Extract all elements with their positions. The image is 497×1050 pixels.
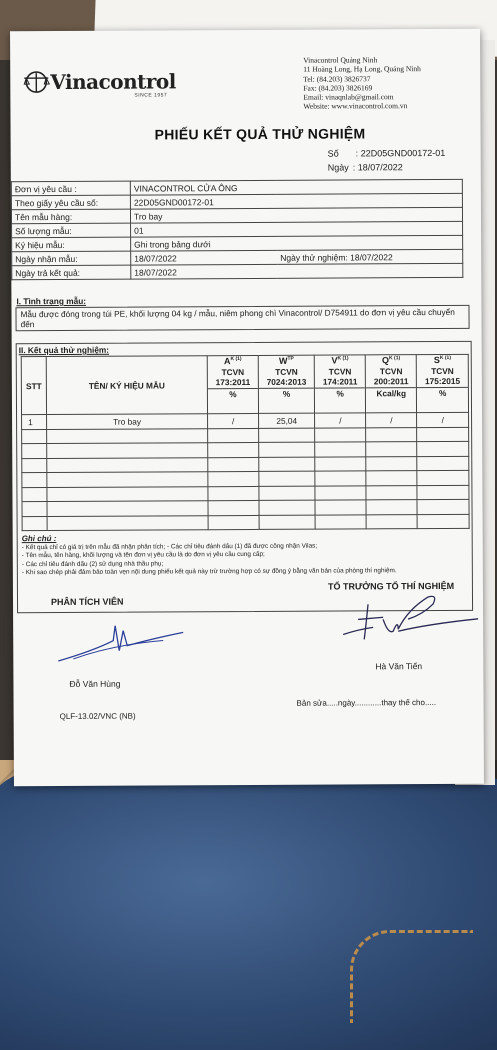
cell-value: [417, 441, 469, 456]
cell-name: [47, 501, 208, 516]
note-line: - Tên mẫu, tên hàng, khối lượng và tên đơn vị yêu cầu là do đơn vị yêu cầu cung cấp;: [22, 550, 468, 561]
test-date: Ngày thử nghiệm: 18/07/2022: [277, 249, 463, 264]
cell-value: /: [315, 413, 366, 428]
request-no-label: Theo giấy yêu cầu số:: [11, 195, 130, 210]
sample-mark-value: Ghi trong bảng dưới: [131, 235, 463, 251]
cell-value: [417, 427, 469, 442]
cell-stt: [22, 429, 47, 444]
cell-value: /: [208, 413, 259, 428]
cell-value: [315, 427, 366, 442]
cell-value: [259, 486, 315, 501]
company-address: 11 Hoàng Long, Hạ Long, Quảng Ninh: [303, 64, 421, 74]
analyst-signature: [53, 620, 193, 666]
sample-qty-label: Số lượng mẫu:: [12, 223, 131, 238]
request-no-value: 22D05GND00172-01: [130, 193, 462, 209]
doc-date-label: Ngày: [328, 162, 349, 172]
cell-value: [417, 514, 469, 529]
cell-value: [315, 442, 366, 457]
section1-label: I. Tình trạng mẫu:: [16, 296, 86, 306]
cell-value: [208, 442, 259, 457]
company-fax: Fax: (84.203) 3826169: [303, 83, 421, 93]
company-info: [303, 55, 421, 111]
col-name: TÊN/ KÝ HIỆU MẪU: [46, 356, 207, 415]
note-line: - Khi sao chép phải đảm bảo toàn vẹn nội dung phiếu kết quả này trừ trường hợp có sự đồng ý bằng văn bản của phòng thí nghiệm.: [22, 567, 468, 578]
cell-value: [259, 442, 315, 457]
cell-value: /: [366, 413, 417, 428]
cell-stt: [22, 502, 47, 517]
cell-name: [47, 457, 208, 472]
cell-name: [47, 428, 208, 443]
section2-label: II. Kết quả thử nghiệm:: [17, 342, 471, 356]
logo-since: SINCE 1957: [134, 92, 167, 98]
cell-stt: 1: [22, 415, 47, 430]
cell-value: [208, 500, 259, 515]
cell-value: [366, 500, 417, 515]
test-report-paper: [10, 29, 484, 786]
head-label: TỔ TRƯỞNG TỔ THÍ NGHIỆM: [328, 581, 454, 592]
vinacontrol-logo: [22, 68, 176, 95]
scale-logo-icon: [22, 69, 50, 95]
cell-value: [366, 471, 417, 486]
cell-value: /: [417, 412, 469, 427]
analyst-name: Đỗ Văn Hùng: [69, 679, 120, 689]
cell-value: [208, 486, 259, 501]
cell-stt: [22, 444, 47, 459]
cell-value: [259, 471, 315, 486]
cell-value: [366, 427, 417, 442]
cell-value: [366, 442, 417, 457]
note-line: - Các chỉ tiêu đánh dấu (2) sử dụng nhà thầu phụ;: [22, 558, 468, 569]
sample-name-value: Tro bay: [130, 207, 462, 223]
head-name: Hà Văn Tiến: [375, 661, 422, 671]
table-row: [22, 514, 469, 531]
result-date-value: 18/07/2022: [131, 264, 278, 279]
sample-qty-value: 01: [131, 221, 463, 237]
results-table: [21, 354, 470, 531]
col-param-2: $V^{K (1)}$ TCVN 174:2011 %: [314, 355, 365, 413]
analyst-label: PHÂN TÍCH VIÊN: [51, 597, 124, 607]
cell-value: [315, 485, 366, 500]
doc-number-value: : 22D05GND00172-01: [356, 148, 446, 158]
cell-value: [259, 457, 315, 472]
cell-value: [315, 471, 366, 486]
cell-stt: [22, 487, 47, 502]
col-stt: STT: [21, 357, 46, 415]
note-line: - Kết quả chỉ có giá trị trên mẫu đã nhận phân tích; - Các chỉ tiêu đánh dấu (1) đã được công nhận Vilas;: [22, 541, 468, 552]
requester-label: Đơn vị yêu cầu :: [11, 181, 130, 196]
logo-text: Vinacontrol: [50, 69, 176, 94]
cell-value: [366, 456, 417, 471]
received-value: 18/07/2022: [131, 250, 278, 265]
revision-note: Bản sửa.....ngày............thay thế cho.....: [297, 698, 437, 708]
cell-name: [47, 486, 208, 501]
cell-stt: [22, 473, 47, 488]
doc-number-label: Số: [328, 149, 339, 159]
cell-value: [259, 515, 315, 530]
cell-value: [366, 514, 417, 529]
col-param-3: $Q^{K (1)}$ TCVN 200:2011 Kcal/kg: [366, 355, 417, 413]
doc-date-value: : 18/07/2022: [353, 162, 403, 172]
cell-value: [315, 514, 366, 529]
sample-mark-label: Ký hiệu mẫu:: [12, 237, 131, 252]
sample-name-label: Tên mẫu hàng:: [11, 209, 130, 224]
notes-label: Ghi chú :: [22, 533, 468, 544]
document-title: PHIẾU KẾT QUẢ THỬ NGHIỆM: [155, 125, 366, 142]
cell-value: [208, 457, 259, 472]
cell-value: [417, 499, 469, 514]
cell-name: [47, 472, 208, 487]
col-param-0: $A^{K (1)}$ TCVN 173:2011 %: [207, 355, 258, 413]
cell-value: [417, 485, 469, 500]
cell-value: [208, 428, 259, 443]
head-signature: [338, 589, 483, 645]
form-code: QLF-13.02/VNC (NB): [60, 712, 136, 721]
cell-value: [259, 428, 315, 443]
company-tel: Tel: (84.203) 3826737: [303, 74, 421, 84]
results-section: [16, 341, 473, 613]
jeans-seam: [350, 930, 473, 1023]
cell-value: [315, 500, 366, 515]
received-label: Ngày nhận mẫu:: [12, 251, 131, 266]
cell-value: [208, 515, 259, 530]
cell-name: Tro bay: [47, 414, 208, 429]
cell-value: [208, 471, 259, 486]
result-date-label: Ngày trả kết quả:: [12, 265, 131, 280]
cell-value: [417, 470, 469, 485]
cell-name: [47, 515, 208, 530]
cell-stt: [22, 516, 47, 531]
requester-value: VINACONTROL CỬA ÔNG: [130, 179, 462, 195]
col-param-4: $S^{K (1)}$ TCVN 175:2015 %: [417, 354, 469, 412]
sample-info-table: [11, 179, 464, 280]
col-param-1: $W^{TP}$ TCVN 7024:2013 %: [258, 355, 314, 413]
company-website: Website: www.vinacontrol.com.vn: [303, 102, 421, 112]
cell-value: [417, 456, 469, 471]
cell-name: [47, 443, 208, 458]
company-name: Vinacontrol Quảng Ninh: [303, 55, 421, 65]
company-email: Email: vinaqnlab@gmail.com: [303, 92, 421, 102]
cell-value: [366, 485, 417, 500]
cell-value: 25,04: [259, 413, 315, 428]
section1-text: Mẫu được đóng trong túi PE, khối lượng 04 kg / mẫu, niêm phong chì Vinacontrol/ D754911 do đơn vị yêu cầu chuyển đến: [15, 305, 469, 331]
cell-stt: [22, 458, 47, 473]
cell-value: [259, 500, 315, 515]
cell-value: [315, 456, 366, 471]
notes: [18, 533, 472, 578]
